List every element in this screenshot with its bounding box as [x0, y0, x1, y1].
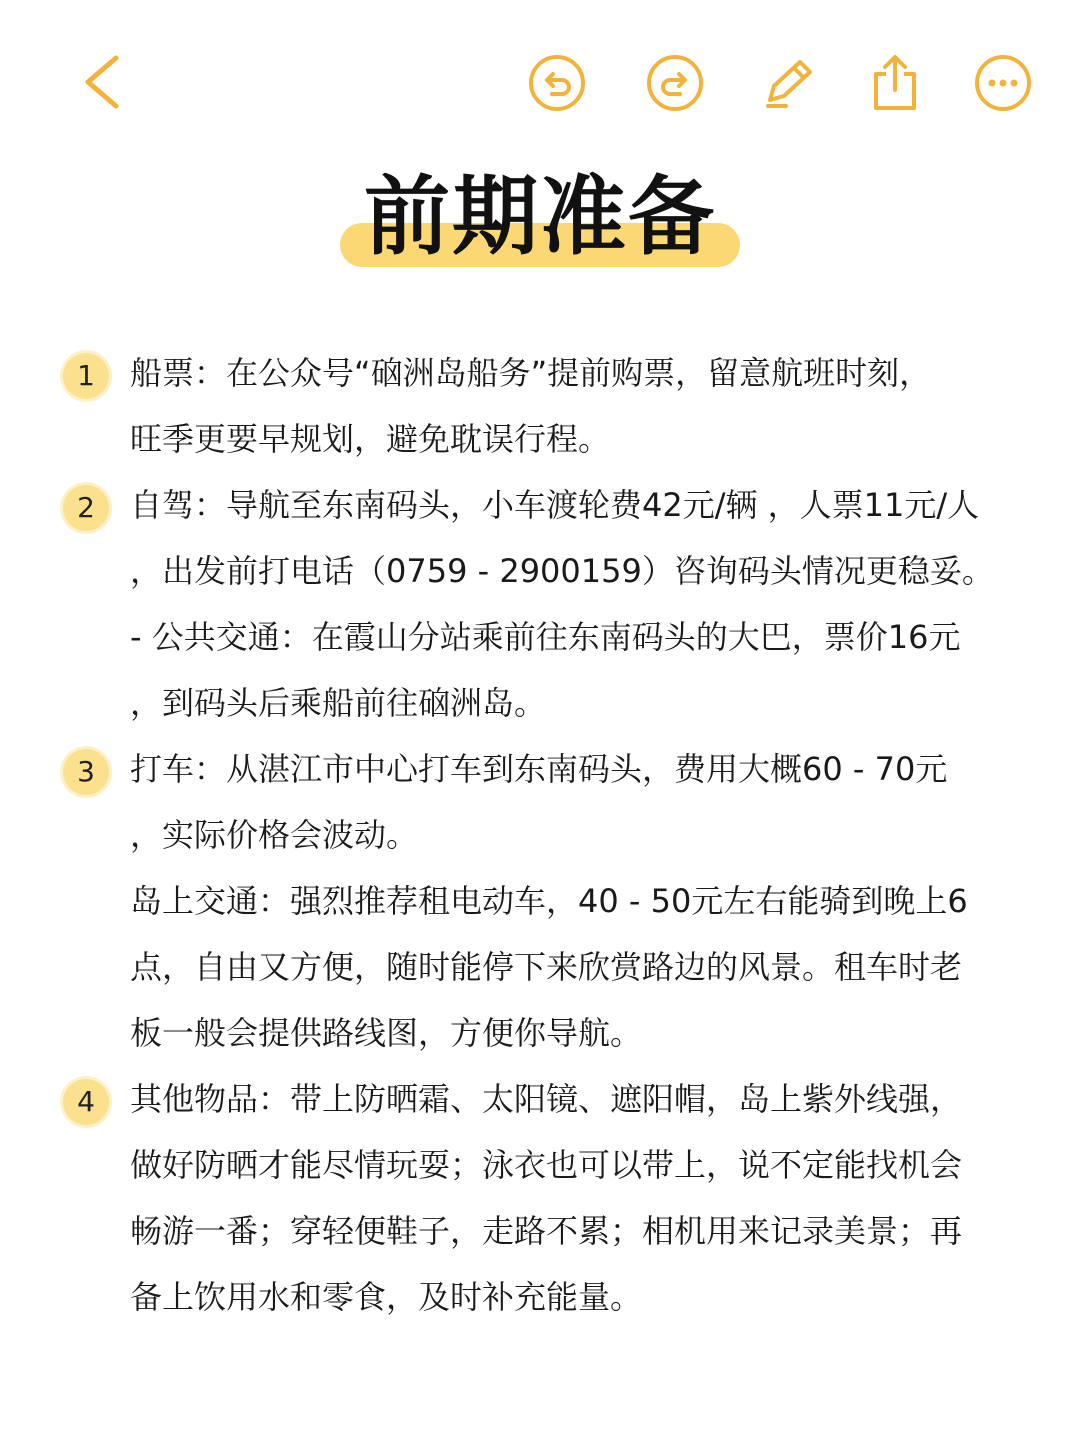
text-line: 备上饮用水和零食，及时补充能量。 — [130, 1278, 643, 1316]
undo-icon[interactable] — [528, 54, 586, 112]
text-line: ，出发前打电话（0759 - 2900159）咨询码头情况更稳妥。 — [130, 552, 994, 590]
title-block — [0, 165, 1080, 275]
more-icon[interactable] — [974, 54, 1032, 112]
text-line: 船票：在公众号“硇洲岛船务”提前购票，留意航班时刻， — [130, 354, 932, 392]
note-body — [0, 340, 1080, 1330]
redo-icon[interactable] — [646, 54, 704, 112]
section-3 — [0, 736, 1080, 1066]
text-line: 自驾：导航至东南码头，小车渡轮费42元/辆 ，人票11元/人 — [130, 486, 980, 524]
text-line: 板一般会提供路线图，方便你导航。 — [130, 1014, 643, 1052]
number-badge: 3 — [63, 749, 109, 795]
section-1 — [0, 340, 1080, 472]
section-2 — [0, 472, 1080, 736]
number-badge: 4 — [63, 1079, 109, 1125]
text-line: 畅游一番；穿轻便鞋子，走路不累；相机用来记录美景；再 — [130, 1212, 963, 1250]
text-line: ，实际价格会波动。 — [130, 816, 419, 854]
text-line: ，到码头后乘船前往硇洲岛。 — [130, 684, 547, 722]
number-badge: 1 — [63, 353, 109, 399]
text-line: 旺季更要早规划，避免耽误行程。 — [130, 420, 611, 458]
text-line: 打车：从湛江市中心打车到东南码头，费用大概60 - 70元 — [130, 750, 948, 788]
top-toolbar — [0, 0, 1080, 160]
text-line: 其他物品：带上防晒霜、太阳镜、遮阳帽，岛上紫外线强， — [130, 1080, 963, 1118]
text-line: 岛上交通：强烈推荐租电动车，40 - 50元左右能骑到晚上6 — [130, 882, 968, 920]
page-title: 前期准备 — [364, 167, 716, 267]
back-chevron-icon[interactable] — [78, 52, 122, 112]
section-4 — [0, 1066, 1080, 1330]
text-line: 做好防晒才能尽情玩耍；泳衣也可以带上，说不定能找机会 — [130, 1146, 963, 1184]
pencil-icon[interactable] — [760, 56, 818, 112]
text-line: - 公共交通：在霞山分站乘前往东南码头的大巴，票价16元 — [130, 618, 961, 656]
share-icon[interactable] — [870, 52, 920, 112]
text-line: 点，自由又方便，随时能停下来欣赏路边的风景。租车时老 — [130, 948, 963, 986]
number-badge: 2 — [63, 485, 109, 531]
